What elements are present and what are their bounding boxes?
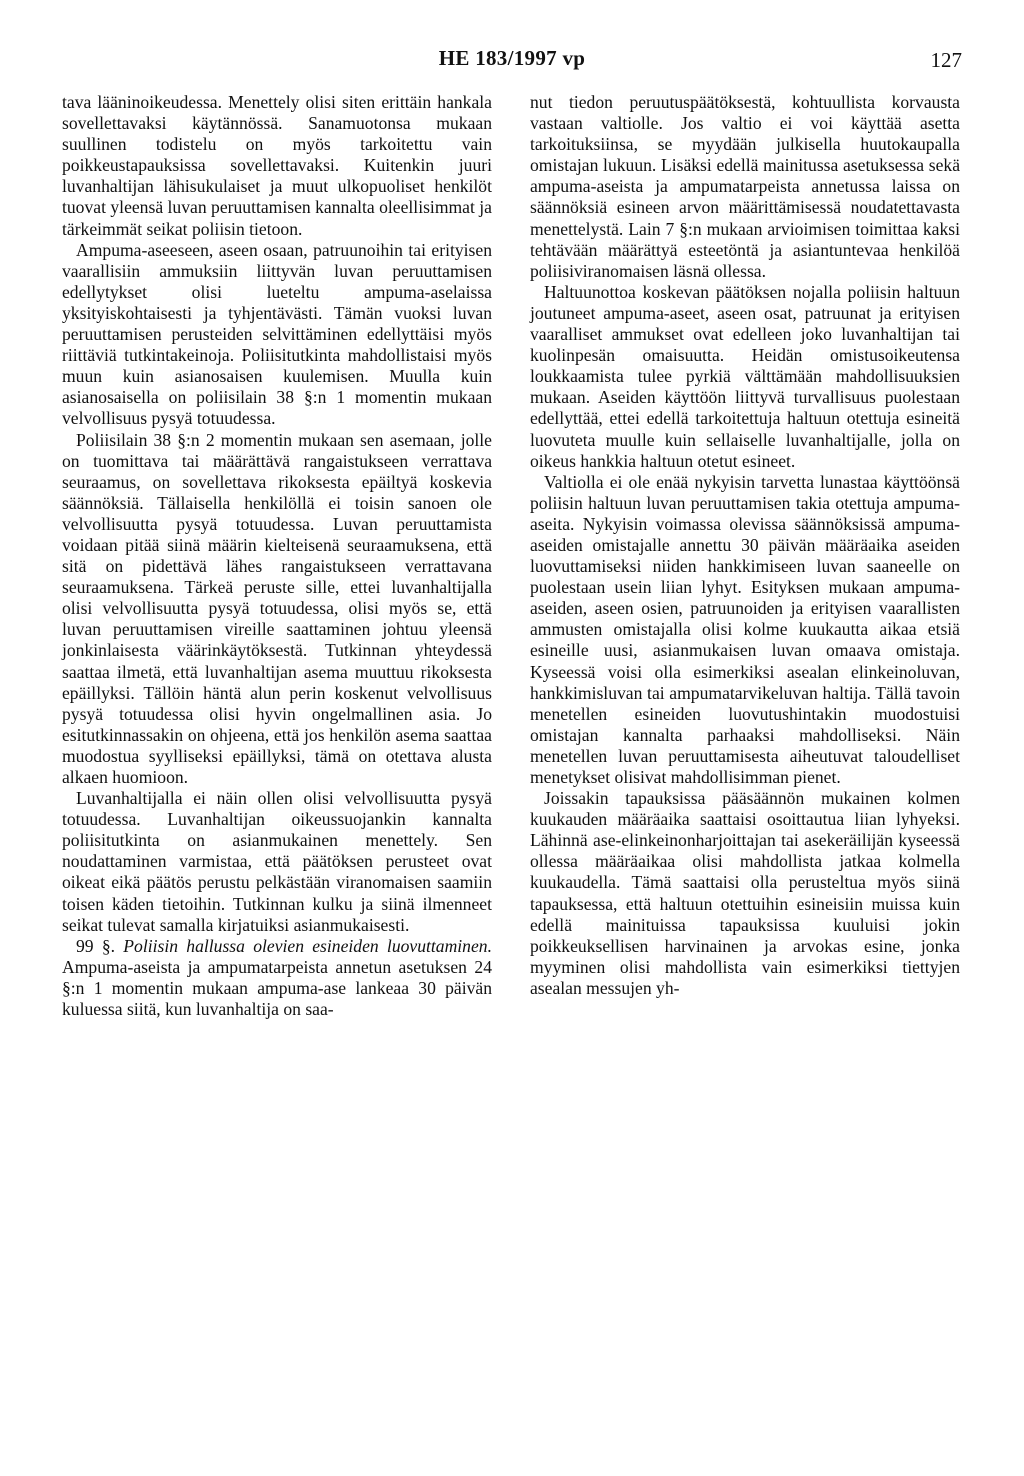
paragraph: nut tiedon peruutuspäätöksestä, kohtuullista korvausta vastaan valtiolle. Jos valtio ei voi käyttää asetta tarkoituksiinsa, se myydään julkisella huutokaupalla omistajan lukuun. Lisäksi edellä mainitussa asetuksessa sekä ampuma-aseista ja ampumatarpeista annetussa laissa on säännöksiä esineen arvon määrittämisessä noudatettavasta menettelystä. Lain 7 §:n mukaan arvioimisen toimittaa kaksi tehtävään määrättyä esteetöntä ja asiantuntevaa henkilöä poliisiviranomaisen läsnä ollessa. xyxy=(530,92,960,281)
paragraph: Haltuunottoa koskevan päätöksen nojalla poliisin haltuun joutuneet ampuma-aseet, aseen osat, patruunat ja erityisen vaaralliset ammukset ovat edelleen joko luvanhaltijan tai kuolinpesän omaisuutta. Heidän omistusoikeutensa loukkaamista tulee pyrkiä välttämään mahdollisuuksien mukaan. Aseiden käyttöön liittyvä turvallisuus puolestaan edellyttää, ettei edellä tarkoitettuja haltuun otettuja esineitä luovuteta muulle kuin sellaiselle luvanhaltijalle, jolla on oikeus hankkia haltuun otetut esineet. xyxy=(530,281,960,471)
paragraph: tava lääninoikeudessa. Menettely olisi siten erittäin hankala sovellettavaksi käytännössä. Sanamuotonsa mukaan suullinen todistelu on myös tarkoitettu vain poikkeustapauksissa sovellettavaksi. Kuitenkin juuri luvanhaltijan lähisukulaiset ja muut ulkopuoliset henkilöt tuovat yleensä luvan peruuttamisen kannalta oleellisimmat ja tärkeimmät seikat poliisin tietoon. xyxy=(62,92,492,239)
paragraph: Ampuma-aseeseen, aseen osaan, patruunoihin tai erityisen vaarallisiin ammuksiin liittyvän luvan peruuttamisen edellytykset olisi lueteltu ampuma-aselaissa yksityiskohtaisesti ja tyhjentävästi. Tämän vuoksi luvan peruuttamisen perusteiden selvittäminen edellyttäisi myös riittäviä tutkintakeinoja. Poliisitutkinta mahdollistaisi myös muun kuin asianosaisen kuulemisen. Muulla kuin asianosaisella on poliisilain 38 §:n 1 momentin mukaan velvollisuus pysyä totuudessa. xyxy=(62,239,492,429)
page-header xyxy=(0,46,1024,76)
section-text: Ampuma-aseista ja ampumatarpeista annetun asetuksen 24 §:n 1 momentin mukaan ampuma-ase lankeaa 30 päivän kuluessa siitä, kun luvanhaltija on saa- xyxy=(62,956,492,1020)
right-column xyxy=(530,92,960,999)
paragraph: Joissakin tapauksissa pääsäännön mukainen kolmen kuukauden määräaika saattaisi osoittautua liian lyhyeksi. Lähinnä ase-elinkeinonharjoittajan tai asekeräilijän kyseessä ollessa määräaikaa olisi mahdollista jatkaa kolmella kuukaudella. Tämä saattaisi olla perusteltua myös siinä tapauksessa, että haltuun otettuihin esineisiin muissa kuin edellä mainituissa tapauksissa kuuluisi jokin poikkeuksellisen harvinainen ja arvokas esine, jonka myyminen olisi mahdollista vain esimerkiksi tiettyjen asealan messujen yh- xyxy=(530,788,960,998)
paragraph: Poliisilain 38 §:n 2 momentin mukaan sen asemaan, jolle on tuomittava tai määrättävä rangaistukseen verrattava seuraamus, on sovellettava rikoksesta epäiltyä koskevia säännöksiä. Tällaisella henkilöllä ei toisin sanoen ole velvollisuutta pysyä totuudessa. Luvan peruuttamista voidaan pitää siinä määrin kielteisenä seuraamuksena, että sitä on pidettävä lähes rangaistukseen verrattavana seuraamuksena. Tärkeä peruste sille, ettei luvanhaltijalla olisi velvollisuutta pysyä totuudessa, olisi myös se, että luvan peruuttamisen vireille saattaminen johtuu yleensä jonkinlaisesta väärinkäytöksestä. Tutkinnan yhteydessä saattaa ilmetä, että luvanhaltijan asema muuttuu rikoksesta epäillyksi. Tällöin häntä alun perin koskenut velvollisuus pysyä totuudessa olisi hyvin ongelmallinen asia. Jo esitutkinnassakin on ohjeena, että jos henkilön asema saattaa muodostua syylliseksi epäillyksi, tämä on otettava alusta alkaen huomioon. xyxy=(62,429,492,787)
left-column xyxy=(62,92,492,1020)
paragraph: Luvanhaltijalla ei näin ollen olisi velvollisuutta pysyä totuudessa. Luvanhaltijan oikeussuojankin kannalta poliisitutkinta on asianmukainen menettely. Sen noudattaminen varmistaa, että päätöksen perusteet ovat oikeat eikä päätös perustu pelkästään viranomaisen saamiin toisen käden tietoihin. Tutkinnan kulku ja siinä ilmenneet seikat tulevat samalla kirjatuiksi asianmukaisesti. xyxy=(62,788,492,935)
paragraph: Valtiolla ei ole enää nykyisin tarvetta lunastaa käyttöönsä poliisin haltuun luvan peruuttamisen takia otettuja ampuma-aseita. Nykyisin voimassa olevissa säännöksissä ampuma-aseiden omistajalle annettu 30 päivän määräaika aseiden luovuttamiseksi niiden hankkimiseen luvan saaneelle on puolestaan usein liian lyhyt. Esityksen mukaan ampuma-aseiden, aseen osien, patruunoiden ja erityisen vaarallisten ammusten omistajalla olisi kolme kuukautta aikaa etsiä esineille uusi, asianmukaisen luvan omaava omistaja. Kyseessä voisi olla esimerkiksi asealan elinkeinoluvan, hankkimisluvan tai ampumatarvikeluvan haltija. Tällä tavoin menetellen esineiden luovutushintakin muodostuisi omistajan kannalta parhaaksi mahdolliseksi. Näin menetellen luvan peruuttamisesta aiheutuvat taloudelliset menetykset olisivat mahdollisimman pienet. xyxy=(530,471,960,787)
section-number: 99 §. xyxy=(76,935,116,956)
section-title: Poliisin hallussa olevien esineiden luovuttaminen. xyxy=(123,935,492,956)
page-number: 127 xyxy=(930,48,962,72)
document-id: HE 183/1997 vp xyxy=(438,46,586,70)
section-paragraph xyxy=(62,936,492,1020)
